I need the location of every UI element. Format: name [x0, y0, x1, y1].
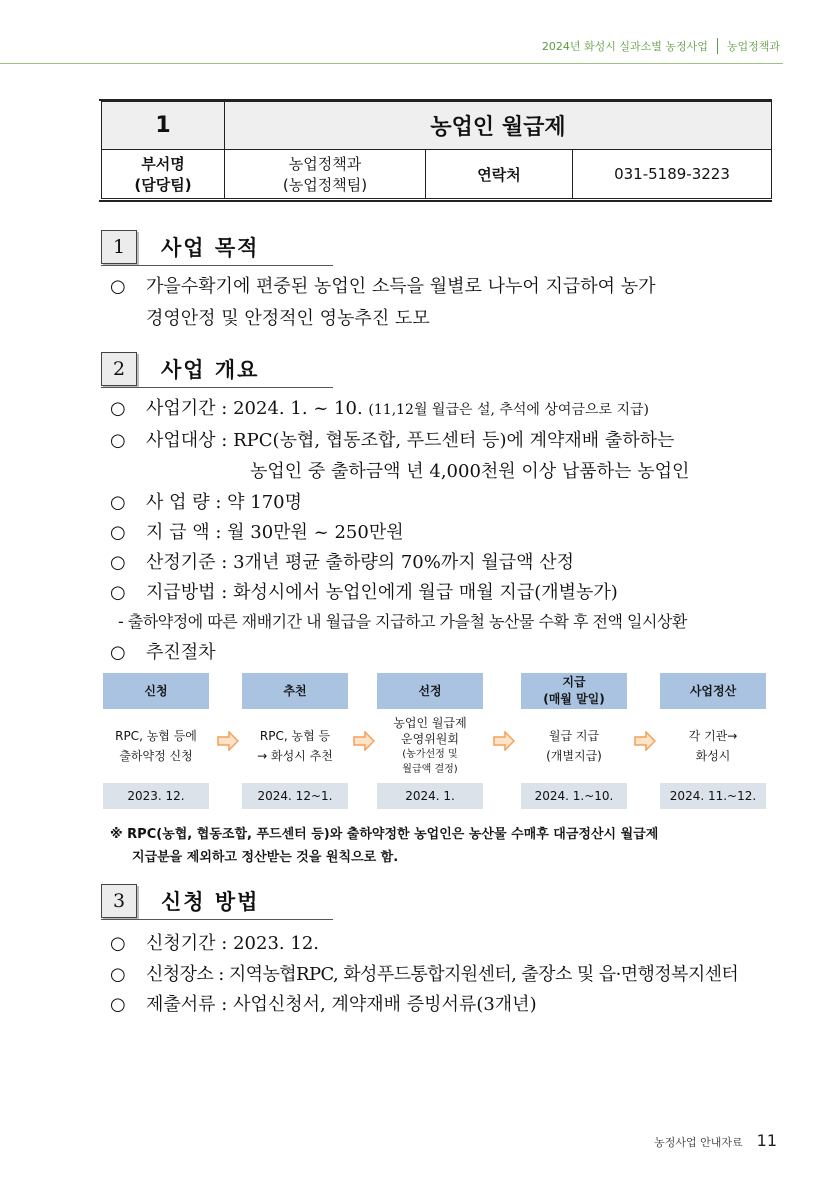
stage-title-line: (매월 말일): [543, 692, 605, 706]
stage-desc: [103, 709, 209, 783]
item-value: 2023. 12.: [233, 933, 319, 954]
colon: :: [215, 492, 222, 513]
dash-marker: -: [118, 612, 124, 631]
purpose-text-2: 경영안정 및 안정적인 영농추진 도모: [146, 308, 430, 329]
stage-date: 2024. 1.: [377, 783, 483, 809]
stage-desc-line: 월급액 결정): [402, 764, 458, 775]
section-underline: [101, 265, 333, 266]
stage-desc-line: (개별지급): [546, 749, 602, 763]
page-number: 11: [756, 1131, 777, 1150]
section-heading: [101, 226, 259, 268]
item-value: 화성시에서 농업인에게 월급 매월 지급(개별농가): [233, 582, 618, 603]
item-label: 신청장소: [146, 964, 214, 985]
stage-desc-line: → 화성시 추천: [257, 749, 333, 763]
item-value: 약 170명: [227, 492, 303, 513]
flow-stage: [242, 673, 348, 809]
right-arrow-icon: [634, 731, 656, 751]
bullet: ○: [110, 582, 126, 603]
flow-stage: [103, 673, 209, 809]
stage-date: 2024. 11.~12.: [660, 783, 766, 809]
reference-note: ※ RPC(농협, 협동조합, 푸드센터 등)와 출하약정한 농업인은 농산물 수매후 대금정산시 월급제: [110, 827, 659, 842]
overview-target: [110, 426, 674, 452]
header-dept: 농업정책과: [726, 40, 780, 53]
stage-title: 신청: [103, 673, 209, 709]
stage-title: 선정: [377, 673, 483, 709]
program-number: 1: [102, 102, 225, 150]
dept-name-cell: [225, 150, 426, 199]
procedure-flowchart: [103, 673, 769, 811]
right-arrow-icon: [217, 731, 239, 751]
stage-date: 2024. 1.~10.: [521, 783, 627, 809]
overview-criteria: [110, 548, 574, 574]
stage-desc-line: 각 기관→: [688, 729, 738, 743]
bullet: ○: [110, 994, 126, 1015]
item-value: 3개년 평균 출하량의 70%까지 월급액 산정: [233, 552, 574, 573]
bullet: ○: [110, 642, 126, 663]
overview-target-cont: [250, 457, 689, 483]
overview-procedure: [110, 638, 216, 664]
item-label: 신청기간: [146, 933, 216, 954]
section-underline: [101, 387, 333, 388]
purpose-line: [146, 304, 430, 330]
item-label: 산정기준: [146, 552, 216, 573]
section-number: 2: [101, 352, 137, 386]
stage-desc-line: RPC, 농협 등: [259, 729, 331, 743]
item-value: 지역농협RPC, 화성푸드통합지원센터, 출장소 및 읍·면행정복지센터: [228, 964, 739, 985]
colon: :: [221, 933, 228, 954]
stage-desc-line: 농업인 월급제: [393, 716, 467, 730]
flow-stage: [521, 673, 627, 809]
bullet: ○: [110, 522, 126, 543]
bullet: ○: [110, 492, 126, 513]
section-title: 사업 개요: [161, 358, 260, 382]
footer-doc-title: 농정사업 안내자료: [654, 1136, 743, 1149]
overview-subnote: [118, 609, 687, 632]
section-underline: [101, 919, 333, 920]
colon: :: [221, 994, 228, 1015]
right-arrow-icon: [353, 731, 375, 751]
overview-volume: [110, 488, 302, 514]
section-heading: [101, 348, 259, 390]
dept-label-cell: [102, 150, 225, 199]
stage-desc-line: 운영위원회: [401, 732, 459, 746]
subnote-text: 출하약정에 따른 재배기간 내 월급을 지급하고 가을철 농산물 수확 후 전액 일시상환: [127, 612, 687, 631]
apply-docs: [110, 990, 537, 1016]
colon: :: [215, 522, 222, 543]
header-rule: [0, 63, 783, 64]
stage-desc: [660, 709, 766, 783]
item-value: 농업인 중 출하금액 년 4,000천원 이상 납품하는 농업인: [250, 461, 690, 482]
item-label: 사업대상: [146, 430, 216, 451]
section-number: 1: [101, 230, 137, 264]
overview-amount: [110, 518, 404, 544]
item-value: 사업신청서, 계약재배 증빙서류(3개년): [233, 994, 537, 1015]
item-label: 사 업 량: [146, 492, 210, 513]
bullet: ○: [110, 933, 126, 954]
stage-desc-line: (농가선정 및: [402, 749, 458, 760]
stage-title: [521, 673, 627, 709]
item-label: 추진절차: [146, 642, 216, 663]
bullet: ○: [110, 398, 126, 419]
stage-title: 추천: [242, 673, 348, 709]
purpose-line: [110, 272, 656, 298]
apply-period: [110, 929, 319, 955]
item-value: 월 30만원 ~ 250만원: [227, 522, 404, 543]
colon: :: [221, 430, 228, 451]
apply-place: [110, 960, 738, 986]
colon: :: [221, 582, 228, 603]
item-value: 2024. 1. ~ 10.: [233, 398, 363, 419]
contact-value: 031-5189-3223: [573, 150, 772, 199]
stage-desc: [377, 709, 483, 783]
team-name: (농업정책팀): [282, 176, 368, 194]
contact-label: 연락처: [426, 150, 573, 199]
header-separator: [717, 38, 718, 54]
reference-note-cont: 지급분을 제외하고 정산받는 것을 원칙으로 함.: [132, 850, 399, 865]
colon: :: [221, 398, 228, 419]
program-name: 농업인 월급제: [225, 102, 772, 150]
header-doc-title: 2024년 화성시 실과소별 농정사업: [541, 40, 708, 53]
dept-name: 농업정책과: [288, 155, 362, 173]
stage-date: 2023. 12.: [103, 783, 209, 809]
overview-method: [110, 578, 618, 604]
bullet: ○: [110, 276, 126, 297]
flow-stage: [377, 673, 483, 809]
stage-date: 2024. 12~1.: [242, 783, 348, 809]
item-label: 지 급 액: [146, 522, 210, 543]
purpose-text-1: 가을수확기에 편중된 농업인 소득을 월별로 나누어 지급하여 농가: [146, 276, 656, 297]
stage-desc-line: 화성시: [695, 749, 731, 763]
item-note: (11,12월 월급은 설, 추석에 상여금으로 지급): [368, 402, 649, 418]
overview-period: [110, 394, 649, 420]
stage-title: 사업정산: [660, 673, 766, 709]
item-value: RPC(농협, 협동조합, 푸드센터 등)에 계약재배 출하하는: [233, 430, 675, 451]
colon: :: [218, 964, 224, 985]
item-label: 사업기간: [146, 398, 216, 419]
section-title: 신청 방법: [161, 890, 260, 914]
colon: :: [221, 552, 228, 573]
item-label: 지급방법: [146, 582, 216, 603]
page-footer: [654, 1131, 777, 1150]
stage-desc: [521, 709, 627, 783]
stage-desc-line: 출하약정 신청: [119, 749, 193, 763]
dept-label: 부서명: [141, 155, 185, 173]
stage-desc-line: 월급 지급: [548, 729, 600, 743]
stage-desc-line: RPC, 농협 등에: [115, 729, 197, 743]
team-label: (담당팀): [134, 176, 192, 194]
bullet: ○: [110, 430, 126, 451]
stage-title-line: 지급: [562, 675, 586, 689]
item-label: 제출서류: [146, 994, 216, 1015]
bullet: ○: [110, 964, 126, 985]
section-number: 3: [101, 884, 137, 918]
section-title: 사업 목적: [161, 236, 260, 260]
page-header: [542, 36, 780, 56]
section-heading: [101, 880, 259, 922]
right-arrow-icon: [493, 731, 515, 751]
bullet: ○: [110, 552, 126, 573]
stage-desc: [242, 709, 348, 783]
flow-stage: [660, 673, 766, 809]
program-info-table: [101, 101, 772, 199]
